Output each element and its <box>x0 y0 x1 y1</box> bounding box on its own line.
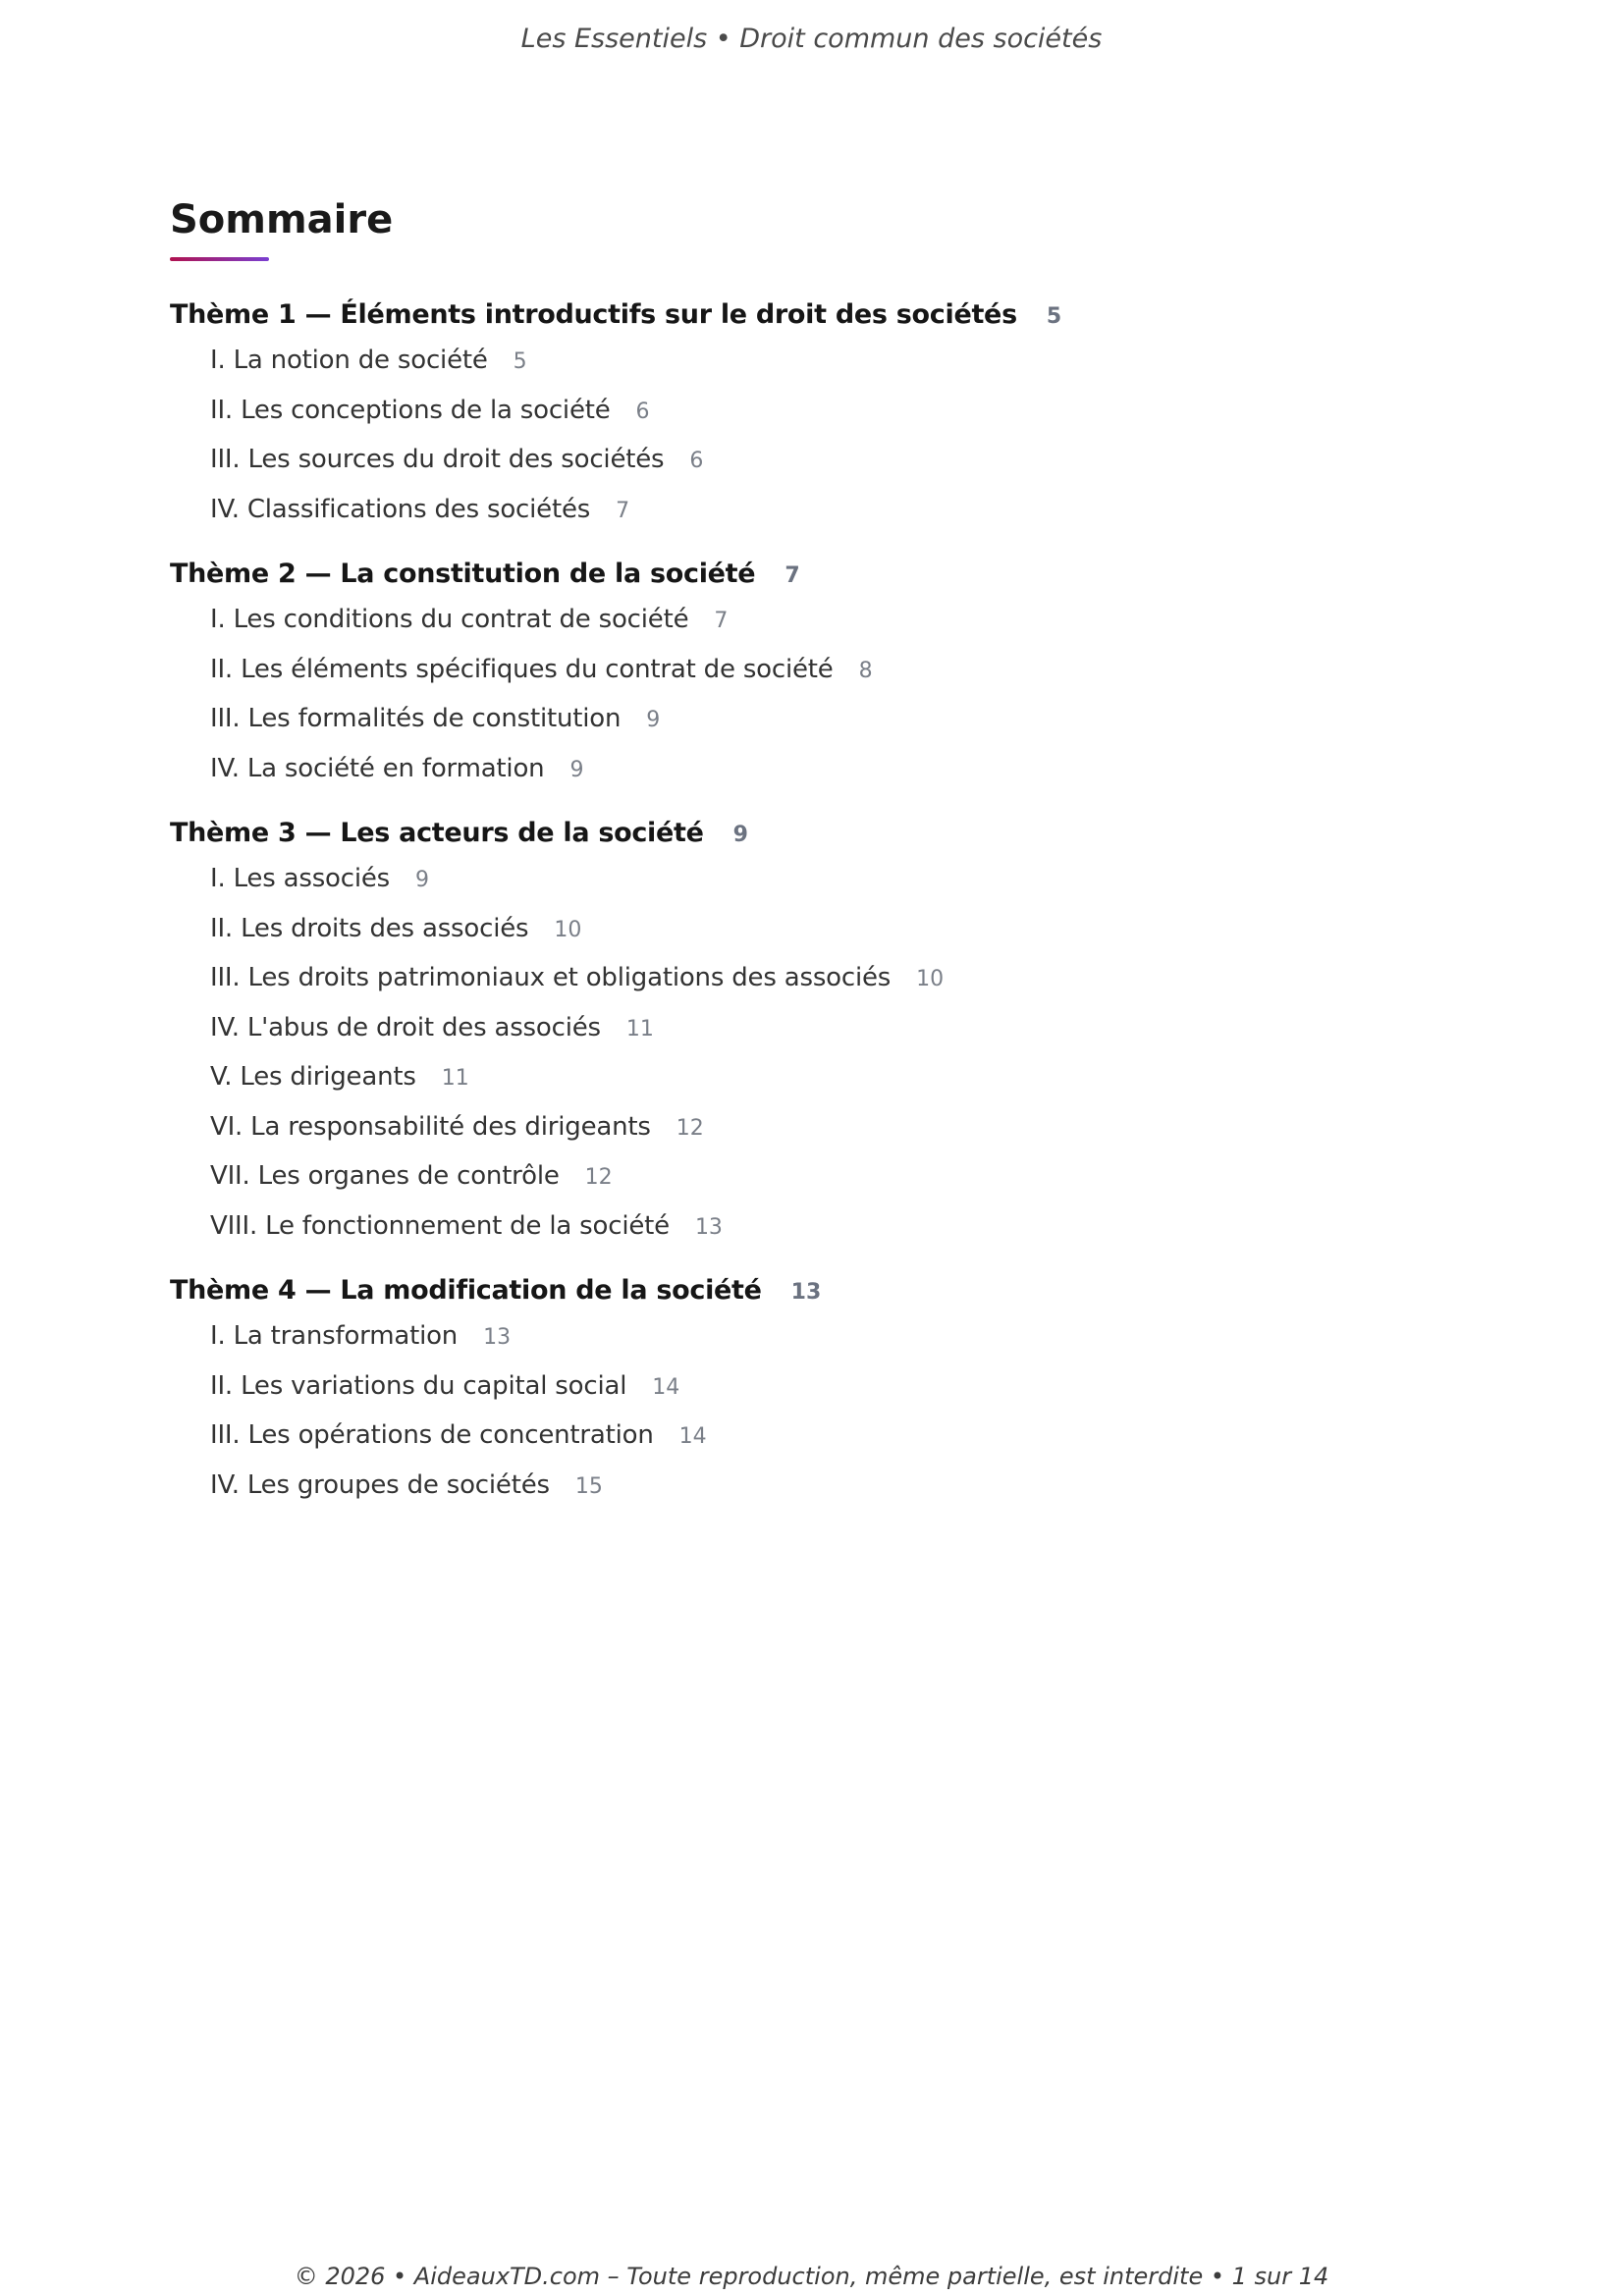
toc-entry-page-number: 14 <box>652 1374 680 1400</box>
toc-theme-title: Thème 3 — Les acteurs de la société <box>170 818 704 848</box>
toc-entry-page-number: 11 <box>625 1016 654 1041</box>
toc-theme <box>170 554 1446 793</box>
toc-entry-title: III. Les formalités de constitution <box>210 704 622 733</box>
toc-entry[interactable] <box>170 1461 1446 1511</box>
toc-entry-page-number: 9 <box>569 757 584 782</box>
toc-entry-page-number: 7 <box>714 609 729 633</box>
toc-entry-title: V. Les dirigeants <box>210 1062 416 1092</box>
toc-entry-title: II. Les éléments spécifiques du contrat de société <box>210 654 834 684</box>
toc-entry[interactable] <box>170 1102 1446 1152</box>
running-header: Les Essentiels • Droit commun des sociétés <box>520 24 1103 54</box>
toc-entry[interactable] <box>170 1151 1446 1201</box>
toc-entry-title: IV. L'abus de droit des associés <box>210 1012 601 1042</box>
toc-entry-page-number: 6 <box>689 449 704 473</box>
toc-entry[interactable] <box>170 595 1446 645</box>
toc-entry[interactable] <box>170 1411 1446 1461</box>
toc-theme-heading[interactable] <box>170 294 1446 336</box>
toc-entry-page-number: 13 <box>483 1325 512 1350</box>
toc-entry[interactable] <box>170 694 1446 744</box>
toc-entry-page-number: 14 <box>678 1424 707 1449</box>
toc-entry-page-number: 10 <box>916 967 945 991</box>
toc-theme-title: Thème 4 — La modification de la société <box>170 1275 762 1306</box>
toc-entry-page-number: 5 <box>513 349 527 374</box>
toc-entry-title: III. Les sources du droit des sociétés <box>210 445 665 474</box>
toc-entry-page-number: 10 <box>554 917 582 942</box>
toc-entry[interactable] <box>170 1201 1446 1252</box>
toc-entry[interactable] <box>170 953 1446 1003</box>
toc-entry-title: IV. Les groupes de sociétés <box>210 1469 550 1500</box>
toc-entry-title: I. La notion de société <box>210 346 488 375</box>
toc-entry[interactable] <box>170 386 1446 436</box>
toc-theme-title: Thème 1 — Éléments introductifs sur le droit des sociétés <box>170 299 1017 330</box>
toc-entry-page-number: 7 <box>616 498 630 523</box>
toc-theme <box>170 294 1446 534</box>
toc-entry-title: II. Les variations du capital social <box>210 1370 627 1401</box>
toc-theme-heading[interactable] <box>170 1270 1446 1311</box>
toc-list <box>170 294 1446 1510</box>
toc-entry-title: IV. Classifications des sociétés <box>210 494 591 524</box>
title-underline <box>170 257 269 261</box>
toc-entry[interactable] <box>170 1003 1446 1053</box>
toc-theme-page-number: 5 <box>1046 304 1062 329</box>
toc-entry[interactable] <box>170 904 1446 954</box>
page-title: Sommaire <box>170 197 394 242</box>
toc-entry-title: III. Les droits patrimoniaux et obligations des associés <box>210 963 892 992</box>
toc-entry-page-number: 12 <box>584 1165 613 1190</box>
toc-theme-heading[interactable] <box>170 813 1446 854</box>
toc-entry-page-number: 11 <box>441 1066 469 1091</box>
toc-entry-page-number: 15 <box>574 1473 603 1499</box>
toc-entry[interactable] <box>170 485 1446 535</box>
toc-entry-title: II. Les conceptions de la société <box>210 395 611 425</box>
toc-entry-page-number: 9 <box>415 868 430 892</box>
toc-entry-title: VIII. Le fonctionnement de la société <box>210 1210 670 1241</box>
toc-entry-title: IV. La société en formation <box>210 753 545 783</box>
toc-theme <box>170 813 1446 1251</box>
toc-entry-title: II. Les droits des associés <box>210 913 529 943</box>
toc-entry-title: I. La transformation <box>210 1321 459 1351</box>
toc-theme-page-number: 7 <box>784 563 800 588</box>
toc-theme <box>170 1270 1446 1510</box>
toc-entry[interactable] <box>170 435 1446 485</box>
toc-entry-title: III. Les opérations de concentration <box>210 1420 654 1450</box>
toc-entry-page-number: 13 <box>694 1214 723 1240</box>
toc-entry[interactable] <box>170 744 1446 794</box>
toc-theme-heading[interactable] <box>170 554 1446 595</box>
toc-entry-title: I. Les conditions du contrat de société <box>210 605 689 634</box>
toc-entry-title: VI. La responsabilité des dirigeants <box>210 1111 651 1142</box>
toc-entry-page-number: 6 <box>635 399 650 424</box>
toc-entry-page-number: 12 <box>676 1115 704 1141</box>
toc-theme-title: Thème 2 — La constitution de la société <box>170 559 756 589</box>
toc-theme-page-number: 9 <box>732 823 748 847</box>
toc-entry-title: VII. Les organes de contrôle <box>210 1161 560 1191</box>
toc-entry-title: I. Les associés <box>210 864 391 893</box>
toc-entry-page-number: 9 <box>646 708 661 732</box>
toc-entry-page-number: 8 <box>858 658 873 683</box>
toc-entry[interactable] <box>170 336 1446 386</box>
running-footer: © 2026 • AideauxTD.com – Toute reproduction, même partielle, est interdite • 1 sur 14 <box>294 2263 1329 2290</box>
table-of-contents <box>170 192 1446 1529</box>
toc-entry[interactable] <box>170 854 1446 904</box>
toc-entry[interactable] <box>170 1311 1446 1362</box>
toc-entry[interactable] <box>170 645 1446 695</box>
toc-theme-page-number: 13 <box>790 1280 822 1305</box>
toc-entry[interactable] <box>170 1362 1446 1412</box>
toc-entry[interactable] <box>170 1052 1446 1102</box>
